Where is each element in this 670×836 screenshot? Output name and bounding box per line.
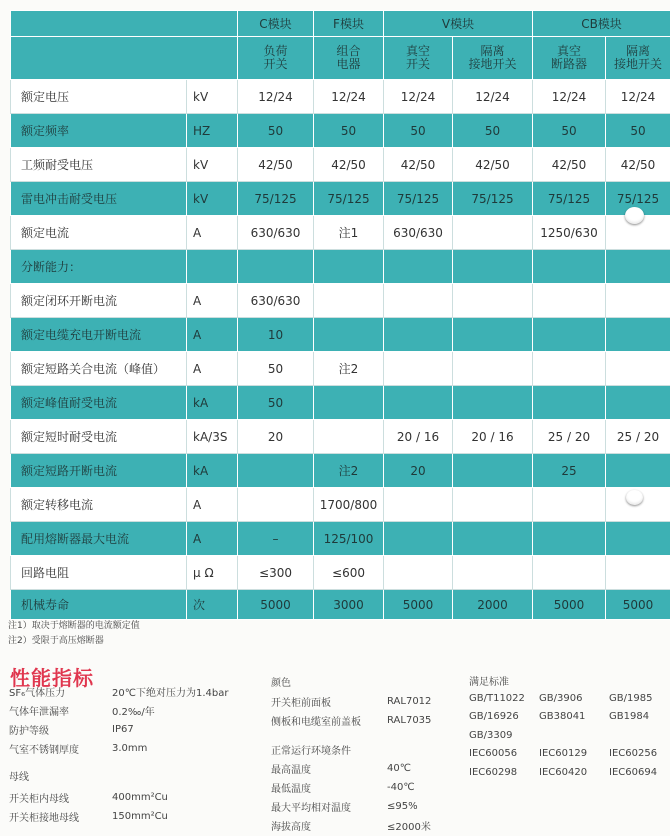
table-cell: 20 [238,420,314,454]
perf-label: SF₆气体压力 [9,688,66,699]
color-title: 颜色 [271,678,291,689]
table-cell: 75/125 [453,182,533,216]
row-label: 额定电压 [11,80,187,114]
row-unit: kV [187,148,238,182]
row-label: 分断能力： [11,250,187,284]
table-cell [453,216,533,250]
standard-code: IEC60056 [469,748,518,760]
row-unit: kV [187,182,238,216]
table-cell: 注1 [314,216,384,250]
module-c-header: C模块 [238,11,314,37]
round-knob-icon [626,490,643,505]
table-cell: 125/100 [314,522,384,556]
color-list [271,672,431,730]
row-unit: kA/3S [187,420,238,454]
table-header-types [11,37,670,80]
table-cell: 25 / 20 [606,420,670,454]
table-cell [314,386,384,420]
table-cell [606,318,670,352]
perf-label: 气体年泄漏率 [9,707,69,718]
table-cell [384,352,453,386]
table-cell: 10 [238,318,314,352]
table-cell: 75/125 [606,182,670,216]
row-unit [187,250,238,284]
perf-label: 防护等级 [9,726,49,737]
table-cell: 42/50 [384,148,453,182]
module-cb-header: CB模块 [533,11,670,37]
table-cell: 75/125 [384,182,453,216]
environment-title: 正常运行环境条件 [271,746,351,757]
list-item [469,763,669,782]
environment-list [271,740,431,835]
table-row [11,250,670,284]
table-cell [314,284,384,318]
standard-code: GB38041 [539,711,586,723]
row-label: 机械寿命 [11,590,187,620]
standard-code: GB/3906 [539,692,583,704]
table-cell: 42/50 [238,148,314,182]
table-cell: 12/24 [453,80,533,114]
busbar-list [9,766,168,826]
table-cell: ≤300 [238,556,314,590]
perf-value: 3.0mm [112,743,148,754]
table-cell [453,352,533,386]
table-cell [453,318,533,352]
list-item [469,726,669,745]
table-cell: 42/50 [606,148,670,182]
round-knob-icon [625,207,644,224]
list-item [469,708,669,727]
standards-grid [469,689,669,782]
env-label: 海拔高度 [271,822,311,833]
standard-code: GB/1985 [609,692,653,704]
table-cell: 注2 [314,454,384,488]
table-header-modules [11,11,670,37]
module-v-header: V模块 [384,11,533,37]
list-item [271,797,431,816]
table-cell: 12/24 [238,80,314,114]
table-cell: 50 [384,114,453,148]
env-value: 40℃ [387,763,411,774]
standard-code: IEC60420 [539,766,588,778]
standard-code: GB/16926 [469,711,519,723]
type-vacuum-switch: 真空 开关 [384,37,453,80]
table-cell: 75/125 [314,182,384,216]
env-label: 最高温度 [271,765,311,776]
row-label: 额定频率 [11,114,187,148]
env-label: 最大平均相对温度 [271,803,351,814]
table-cell: 50 [238,352,314,386]
row-unit: kA [187,454,238,488]
table-cell [606,386,670,420]
table-row [11,318,670,352]
table-row [11,352,670,386]
type-vacuum-breaker: 真空 断路器 [533,37,606,80]
table-cell: 5000 [238,590,314,620]
color-label: 侧板和电缆室前盖板 [271,717,361,728]
list-item [271,759,431,778]
table-cell: 1250/630 [533,216,606,250]
list-item [9,701,228,720]
table-cell [606,352,670,386]
list-item [271,816,431,835]
table-cell: 42/50 [453,148,533,182]
table-row [11,488,670,522]
table-cell [384,250,453,284]
perf-label: 气室不锈钢厚度 [9,745,79,756]
spec-table [10,10,670,620]
color-value: RAL7035 [387,715,432,726]
table-cell: 50 [453,114,533,148]
row-label: 额定短时耐受电流 [11,420,187,454]
header-blank [11,37,238,80]
env-label: 最低温度 [271,784,311,795]
table-cell: 20 / 16 [384,420,453,454]
table-cell [533,488,606,522]
row-unit: 次 [187,590,238,620]
env-value: ≤95% [387,801,418,812]
row-label: 额定闭环开断电流 [11,284,187,318]
note-1: 注1）取决于熔断器的电流额定值 [8,621,140,631]
row-label: 额定电缆充电开断电流 [11,318,187,352]
busbar-title: 母线 [9,772,29,783]
table-cell [384,488,453,522]
spec-body [11,80,670,620]
table-cell [314,420,384,454]
table-cell [238,454,314,488]
standards-title: 满足标准 [469,677,509,688]
list-item [271,692,431,711]
list-item [469,689,669,708]
table-cell [453,284,533,318]
table-cell: 2000 [453,590,533,620]
row-unit: kA [187,386,238,420]
table-cell: 42/50 [533,148,606,182]
table-row [11,522,670,556]
table-cell [453,556,533,590]
env-value: -40℃ [387,782,415,793]
footnotes [8,619,140,649]
table-cell: 20 / 16 [453,420,533,454]
table-row [11,590,670,620]
table-cell: 25 / 20 [533,420,606,454]
table-row [11,182,670,216]
performance-list [9,682,228,758]
table-cell [314,318,384,352]
note-2: 注2）受限于高压熔断器 [8,636,104,646]
row-label: 雷电冲击耐受电压 [11,182,187,216]
table-cell: 12/24 [606,80,670,114]
list-item [9,807,168,826]
color-value: RAL7012 [387,696,432,707]
standard-code: IEC60129 [539,748,588,760]
row-unit: A [187,284,238,318]
row-label: 额定峰值耐受电流 [11,386,187,420]
row-unit: μ Ω [187,556,238,590]
standard-code: GB/3309 [469,729,513,741]
table-cell [384,318,453,352]
table-row [11,80,670,114]
table-row [11,454,670,488]
row-label: 回路电阻 [11,556,187,590]
module-f-header: F模块 [314,11,384,37]
table-cell: 25 [533,454,606,488]
table-cell [384,522,453,556]
list-item [9,739,228,758]
row-unit: HZ [187,114,238,148]
row-label: 额定短路关合电流（峰值） [11,352,187,386]
row-unit: A [187,522,238,556]
table-cell [238,250,314,284]
perf-value: 0.2‰/年 [112,707,155,718]
list-item [271,778,431,797]
table-cell: 注2 [314,352,384,386]
busbar-label: 开关柜接地母线 [9,813,79,824]
table-cell: 630/630 [238,216,314,250]
type-combination: 组合 电器 [314,37,384,80]
table-cell [533,250,606,284]
table-cell [606,454,670,488]
table-cell [606,522,670,556]
row-label: 配用熔断器最大电流 [11,522,187,556]
table-cell [533,522,606,556]
table-cell [238,488,314,522]
list-item [271,711,431,730]
standard-code: IEC60256 [609,748,658,760]
table-cell: 5000 [533,590,606,620]
env-value: ≤2000米 [387,822,431,833]
type-isolating-earthing-v: 隔离 接地开关 [453,37,533,80]
type-load-switch: 负荷 开关 [238,37,314,80]
row-label: 额定短路开断电流 [11,454,187,488]
table-row [11,556,670,590]
standard-code: IEC60694 [609,766,658,778]
row-unit: A [187,352,238,386]
table-cell: 20 [384,454,453,488]
row-unit: A [187,318,238,352]
table-cell [533,556,606,590]
color-label: 开关柜前面板 [271,698,331,709]
table-cell: 12/24 [314,80,384,114]
table-row [11,216,670,250]
table-cell: 630/630 [238,284,314,318]
busbar-label: 开关柜内母线 [9,794,69,805]
table-cell: 50 [606,114,670,148]
table-row [11,114,670,148]
table-cell: 50 [533,114,606,148]
section-title: 性能指标 [10,666,94,690]
busbar-value: 150mm²Cu [112,811,168,822]
table-cell: 3000 [314,590,384,620]
table-cell: 42/50 [314,148,384,182]
type-isolating-earthing-cb: 隔离 接地开关 [606,37,670,80]
table-cell: 50 [238,386,314,420]
standard-code: GB1984 [609,711,650,723]
table-row [11,284,670,318]
busbar-value: 400mm²Cu [112,792,168,803]
list-item [9,720,228,739]
table-cell [606,556,670,590]
table-cell [453,522,533,556]
table-cell: 5000 [606,590,670,620]
table-cell [606,250,670,284]
table-cell [533,352,606,386]
standard-code: IEC60298 [469,766,518,778]
table-row [11,420,670,454]
table-cell: 5000 [384,590,453,620]
table-cell: 12/24 [384,80,453,114]
row-unit: A [187,216,238,250]
table-cell [606,284,670,318]
perf-value: IP67 [112,724,134,735]
list-item [9,682,228,701]
table-cell [384,284,453,318]
table-cell: 50 [238,114,314,148]
standard-code: GB/T11022 [469,692,525,704]
table-cell [533,284,606,318]
table-cell: 1700/800 [314,488,384,522]
table-cell [314,250,384,284]
table-cell [533,318,606,352]
table-cell: 50 [314,114,384,148]
header-blank [11,11,238,37]
row-label: 额定电流 [11,216,187,250]
row-label: 工频耐受电压 [11,148,187,182]
table-cell [384,556,453,590]
table-cell: 12/24 [533,80,606,114]
perf-value: 20℃下绝对压力为1.4bar [112,688,229,699]
table-cell [453,454,533,488]
row-unit: A [187,488,238,522]
list-item [9,788,168,807]
table-cell [533,386,606,420]
list-item [469,745,669,764]
table-cell: 630/630 [384,216,453,250]
table-cell: 75/125 [533,182,606,216]
table-cell [384,386,453,420]
table-cell [453,250,533,284]
row-unit: kV [187,80,238,114]
table-cell: 75/125 [238,182,314,216]
table-cell [453,488,533,522]
row-label: 额定转移电流 [11,488,187,522]
table-row [11,386,670,420]
table-cell: – [238,522,314,556]
table-cell: ≤600 [314,556,384,590]
table-cell [453,386,533,420]
table-row [11,148,670,182]
